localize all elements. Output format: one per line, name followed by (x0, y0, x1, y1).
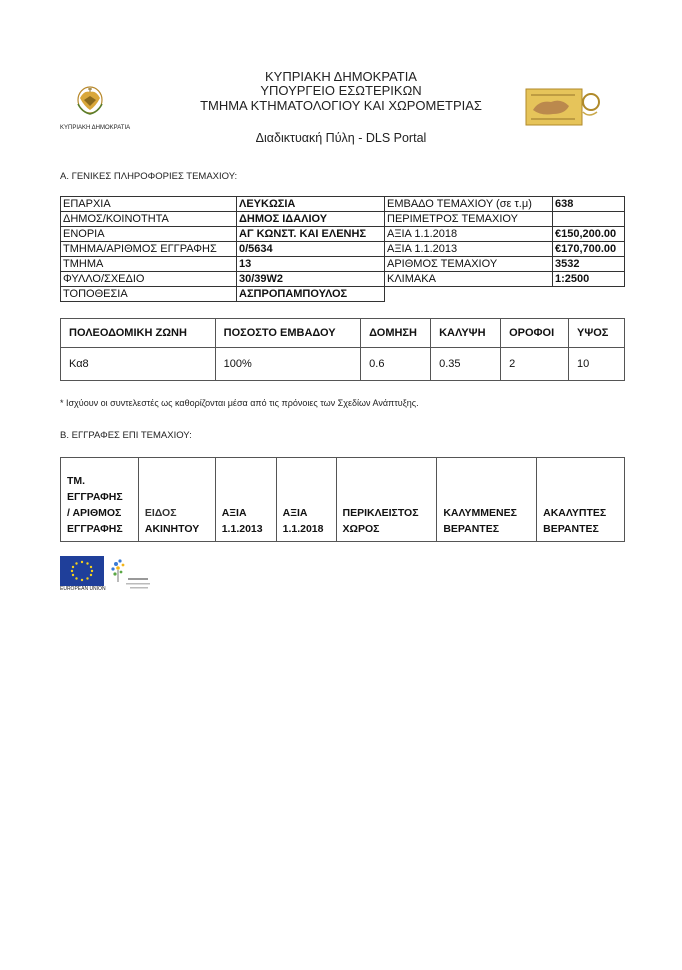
eu-flag-icon (60, 556, 104, 586)
table-cell: 0.35 (431, 348, 501, 381)
table-row (61, 272, 625, 287)
dls-seal-icon (525, 88, 603, 126)
header-republic: ΚΥΠΡΙΑΚΗ ΔΗΜΟΚΡΑΤΙΑ (265, 69, 417, 84)
table-row (61, 348, 625, 381)
header-portal: Διαδικτυακή Πύλη - DLS Portal (255, 131, 427, 145)
registrations-table (60, 457, 625, 542)
label-cell: ΦΥΛΛΟ/ΣΧΕΔΙΟ (61, 272, 237, 287)
label-cell: ΑΡΙΘΜΟΣ ΤΕΜΑΧΙΟΥ (385, 257, 553, 272)
header-line: ΠΕΡΙΚΛΕΙΣΤΟΣ (342, 507, 419, 519)
value-cell: €150,200.00 (553, 227, 625, 242)
label-cell: ΕΝΟΡΙΑ (61, 227, 237, 242)
column-header: ΚΑΛΥΨΗ (431, 319, 501, 348)
column-header: ΠΟΣΟΣΤΟ ΕΜΒΑΔΟΥ (215, 319, 361, 348)
column-header: ΥΨΟΣ (569, 319, 625, 348)
column-header (215, 458, 276, 542)
table-row (61, 257, 625, 272)
column-header (437, 458, 537, 542)
section-b-title: Β. ΕΓΓΡΑΦΕΣ ΕΠΙ ΤΕΜΑΧΙΟΥ: (60, 430, 192, 441)
value-cell: €170,700.00 (553, 242, 625, 257)
label-cell: ΠΕΡΙΜΕΤΡΟΣ ΤΕΜΑΧΙΟΥ (385, 212, 553, 227)
header-line: ΧΩΡΟΣ (342, 523, 380, 535)
column-header: ΠΟΛΕΟΔΟΜΙΚΗ ΖΩΝΗ (61, 319, 216, 348)
table-cell: 10 (569, 348, 625, 381)
table-row (61, 212, 625, 227)
header-line: ΕΓΓΡΑΦΗΣ (67, 491, 123, 503)
section-a-title: Α. ΓΕΝΙΚΕΣ ΠΛΗΡΟΦΟΡΙΕΣ ΤΕΜΑΧΙΟΥ: (60, 171, 238, 182)
label-cell: ΤΜΗΜΑ (61, 257, 237, 272)
header-department: ΤΜΗΜΑ ΚΤΗΜΑΤΟΛΟΓΙΟΥ ΚΑΙ ΧΩΡΟΜΕΤΡΙΑΣ (200, 98, 482, 113)
value-cell: 30/39W2 (237, 272, 385, 287)
header-line: ΒΕΡΑΝΤΕΣ (443, 523, 500, 535)
dls-seal (525, 88, 603, 126)
empty-cell (553, 287, 625, 302)
label-cell: ΕΜΒΑΔΟ ΤΕΜΑΧΙΟΥ (σε τ.μ) (385, 197, 553, 212)
label-cell: ΑΞΙΑ 1.1.2013 (385, 242, 553, 257)
header-line: ΕΓΓΡΑΦΗΣ (67, 523, 123, 535)
cohesion-logo (108, 556, 152, 592)
table-cell: 0.6 (361, 348, 431, 381)
header-line: ΕΙΔΟΣ (144, 507, 177, 519)
table-row (61, 242, 625, 257)
value-cell (553, 212, 625, 227)
column-header (61, 458, 139, 542)
header-line: 1.1.2018 (282, 523, 324, 535)
label-cell: ΕΠΑΡΧΙΑ (61, 197, 237, 212)
value-cell: 3532 (553, 257, 625, 272)
value-cell: ΑΣΠΡΟΠΑΜΠΟΥΛΟΣ (237, 287, 385, 302)
label-cell: ΤΟΠΟΘΕΣΙΑ (61, 287, 237, 302)
label-cell: ΔΗΜΟΣ/ΚΟΙΝΟΤΗΤΑ (61, 212, 237, 227)
header-line: 1.1.2013 (221, 523, 263, 535)
label-cell: ΚΛΙΜΑΚΑ (385, 272, 553, 287)
table-header-row (61, 458, 625, 542)
value-cell: ΑΓ ΚΩΝΣΤ. ΚΑΙ ΕΛΕΝΗΣ (237, 227, 385, 242)
header-ministry: ΥΠΟΥΡΓΕΙΟ ΕΣΩΤΕΡΙΚΩΝ (260, 83, 422, 98)
empty-cell (385, 287, 553, 302)
header-line: ΑΚΙΝΗΤΟΥ (144, 523, 200, 535)
table-row (61, 227, 625, 242)
column-header: ΟΡΟΦΟΙ (501, 319, 569, 348)
footnote: * Ισχύουν οι συντελεστές ως καθορίζονται μέσα από τις πρόνοιες των Σχεδίων Ανάπτυξης. (60, 398, 419, 408)
table-header-row (61, 319, 625, 348)
value-cell: 0/5634 (237, 242, 385, 257)
column-header (537, 458, 625, 542)
table-row (61, 197, 625, 212)
general-info-table (60, 196, 625, 302)
value-cell: ΔΗΜΟΣ ΙΔΑΛΙΟΥ (237, 212, 385, 227)
value-cell: 638 (553, 197, 625, 212)
header-line: ΑΚΑΛΥΠΤΕΣ (543, 507, 607, 519)
column-header (276, 458, 336, 542)
column-header: ΔΟΜΗΣΗ (361, 319, 431, 348)
column-header (138, 458, 215, 542)
zoning-table (60, 318, 625, 381)
label-cell: ΤΜΗΜΑ/ΑΡΙΘΜΟΣ ΕΓΓΡΑΦΗΣ (61, 242, 237, 257)
coat-of-arms-label: ΚΥΠΡΙΑΚΗ ΔΗΜΟΚΡΑΤΙΑ (60, 125, 131, 131)
header-line: / ΑΡΙΘΜΟΣ (67, 507, 122, 519)
table-row (61, 287, 625, 302)
column-header (336, 458, 437, 542)
value-cell: ΛΕΥΚΩΣΙΑ (237, 197, 385, 212)
header-line: ΒΕΡΑΝΤΕΣ (543, 523, 599, 535)
label-cell: ΑΞΙΑ 1.1.2018 (385, 227, 553, 242)
header-line: ΚΑΛΥΜΜΕΝΕΣ (443, 507, 517, 519)
table-cell: 2 (501, 348, 569, 381)
table-cell: 100% (215, 348, 361, 381)
table-cell: Κα8 (61, 348, 216, 381)
header-line: ΤΜ. (67, 475, 86, 487)
eu-label: EUROPEAN UNION (60, 586, 106, 592)
header-line: ΑΞΙΑ (221, 507, 247, 519)
value-cell: 13 (237, 257, 385, 272)
header-line: ΑΞΙΑ (282, 507, 308, 519)
structural-funds-logo-icon (108, 556, 152, 592)
value-cell: 1:2500 (553, 272, 625, 287)
